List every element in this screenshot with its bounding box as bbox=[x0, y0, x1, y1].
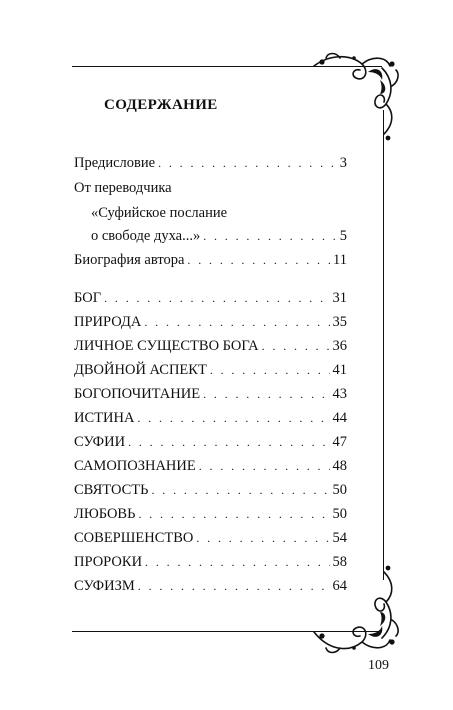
toc-entry-page: 11 bbox=[333, 252, 347, 268]
page-number: 109 bbox=[368, 658, 389, 673]
toc-chapter[interactable] bbox=[74, 575, 347, 597]
toc-chapter-title: СОВЕРШЕНСТВО bbox=[74, 530, 194, 546]
toc-chapter[interactable] bbox=[74, 359, 347, 381]
toc-chapter-page: 54 bbox=[332, 530, 347, 546]
toc-chapter-title: ИСТИНА bbox=[74, 410, 135, 426]
dot-leader bbox=[137, 407, 329, 429]
toc-entry-title: Предисловие bbox=[74, 155, 156, 171]
toc-chapter-title: БОГОПОЧИТАНИЕ bbox=[74, 386, 201, 402]
dot-leader bbox=[203, 383, 329, 405]
toc-chapter-page: 58 bbox=[332, 554, 347, 570]
toc-chapter-title: СУФИЗМ bbox=[74, 578, 135, 594]
dot-leader bbox=[196, 527, 329, 549]
toc-chapter-page: 31 bbox=[332, 290, 347, 306]
toc-chapter-title: ПРОРОКИ bbox=[74, 554, 143, 570]
toc-chapter[interactable] bbox=[74, 455, 347, 477]
toc-chapter-page: 47 bbox=[332, 434, 347, 450]
toc-entry-title: о свободе духа...» bbox=[91, 228, 201, 244]
dot-leader bbox=[199, 455, 330, 477]
dot-leader bbox=[151, 479, 329, 501]
toc-chapter-page: 36 bbox=[332, 338, 347, 354]
dot-leader bbox=[104, 287, 329, 309]
toc-chapter[interactable] bbox=[74, 383, 347, 405]
toc-chapter-page: 35 bbox=[332, 314, 347, 330]
dot-leader bbox=[144, 311, 329, 333]
frame-right-line bbox=[383, 110, 384, 580]
dot-leader bbox=[187, 249, 330, 271]
toc-chapter[interactable] bbox=[74, 335, 347, 357]
toc-chapter[interactable] bbox=[74, 287, 347, 309]
toc-entry-title: Биография автора bbox=[74, 252, 185, 268]
dot-leader bbox=[158, 152, 337, 174]
toc-chapter[interactable] bbox=[74, 551, 347, 573]
dot-leader bbox=[138, 575, 330, 597]
dot-leader bbox=[210, 359, 330, 381]
toc-chapter[interactable] bbox=[74, 527, 347, 549]
toc-chapter-title: САМОПОЗНАНИЕ bbox=[74, 458, 196, 474]
toc-chapter[interactable] bbox=[74, 479, 347, 501]
toc-entry-sufi-message-line1[interactable]: «Суфийское послание bbox=[91, 205, 228, 221]
corner-flourish-icon bbox=[310, 50, 402, 142]
toc-chapter-title: ЛИЧНОЕ СУЩЕСТВО БОГА bbox=[74, 338, 259, 354]
toc-chapter-title: ЛЮБОВЬ bbox=[74, 506, 136, 522]
toc-chapter-page: 50 bbox=[332, 506, 347, 522]
toc-chapter-title: СВЯТОСТЬ bbox=[74, 482, 149, 498]
toc-chapter-page: 41 bbox=[332, 362, 347, 378]
toc-chapter[interactable] bbox=[74, 503, 347, 525]
toc-chapter[interactable] bbox=[74, 407, 347, 429]
toc-chapter[interactable] bbox=[74, 431, 347, 453]
toc-chapter-page: 48 bbox=[332, 458, 347, 474]
toc-entry-biography[interactable] bbox=[74, 249, 347, 271]
toc-chapter-page: 50 bbox=[332, 482, 347, 498]
toc-chapter-title: СУФИИ bbox=[74, 434, 126, 450]
dot-leader bbox=[145, 551, 329, 573]
toc-chapter-page: 43 bbox=[332, 386, 347, 402]
page-title: СОДЕРЖАНИЕ bbox=[104, 97, 218, 113]
dot-leader bbox=[262, 335, 330, 357]
toc-entry-preface[interactable] bbox=[74, 152, 347, 174]
toc-chapter-title: ДВОЙНОЙ АСПЕКТ bbox=[74, 362, 207, 378]
toc-chapter[interactable] bbox=[74, 311, 347, 333]
toc-entry-page: 3 bbox=[339, 155, 347, 171]
toc-entry-page: 5 bbox=[339, 228, 347, 244]
toc-entry-translator[interactable]: От переводчика bbox=[74, 180, 172, 196]
toc-entry-sufi-message[interactable] bbox=[91, 225, 347, 247]
toc-chapter-page: 64 bbox=[332, 578, 347, 594]
dot-leader bbox=[138, 503, 329, 525]
toc-chapter-title: ПРИРОДА bbox=[74, 314, 142, 330]
dot-leader bbox=[128, 431, 329, 453]
toc-chapter-title: БОГ bbox=[74, 290, 102, 306]
toc-chapter-page: 44 bbox=[332, 410, 347, 426]
dot-leader bbox=[203, 225, 337, 247]
